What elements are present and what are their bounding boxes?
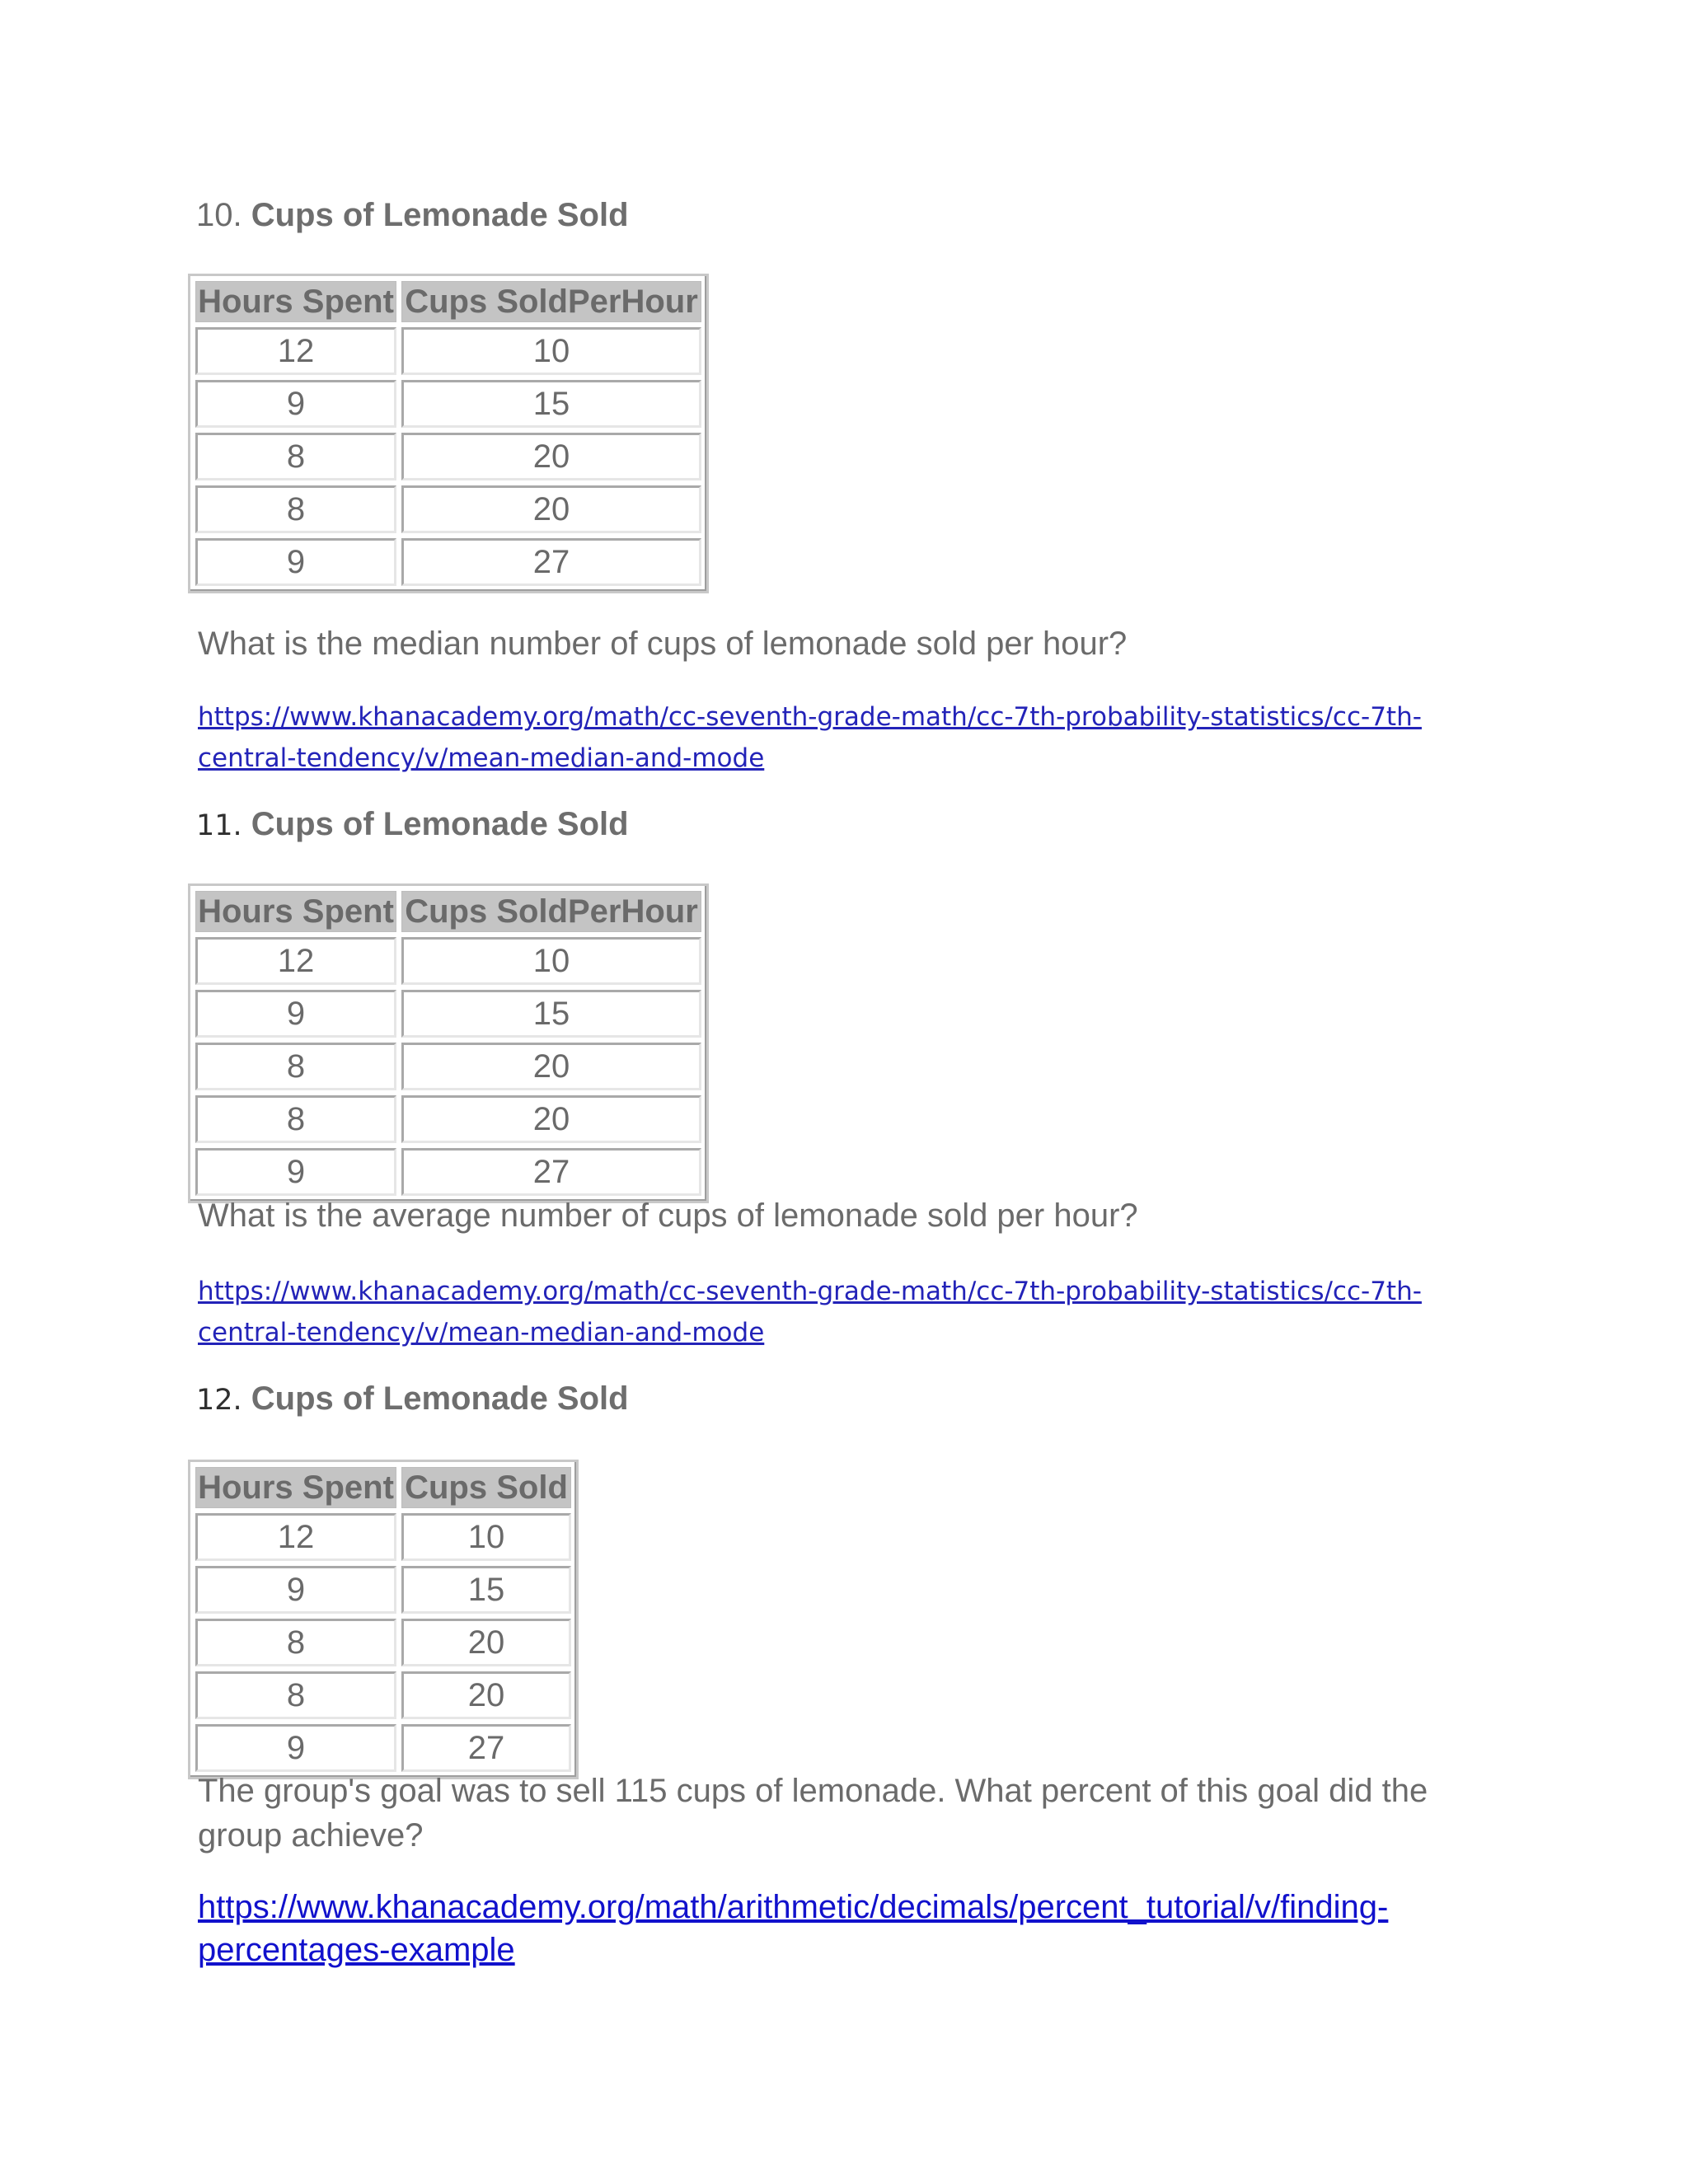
- link-line[interactable]: https://www.khanacademy.org/math/cc-seventh-grade-math/cc-7th-probability-statistics/cc-7th-: [198, 702, 1422, 732]
- cell-hours: 12: [195, 1513, 396, 1561]
- cell-hours: 9: [195, 990, 396, 1038]
- table-header-row: [195, 891, 701, 932]
- cell-hours: 9: [195, 380, 396, 428]
- cell-hours: 8: [195, 1095, 396, 1143]
- question-11: What is the average number of cups of lemonade sold per hour?: [198, 1197, 1138, 1234]
- cell-hours: 8: [195, 485, 396, 533]
- section-11-heading: [196, 804, 629, 846]
- table-row: [195, 327, 701, 375]
- cell-hours: 8: [195, 1619, 396, 1666]
- table-row: [195, 433, 701, 480]
- cell-cups: 15: [401, 1566, 571, 1614]
- cell-cups: 27: [401, 1148, 701, 1196]
- table-row: [195, 1043, 701, 1090]
- cell-cups: 15: [401, 990, 701, 1038]
- table-row: [195, 538, 701, 586]
- cell-cups: 20: [401, 1671, 571, 1719]
- question-line: group achieve?: [198, 1817, 424, 1854]
- header-hours-spent: Hours Spent: [195, 891, 396, 932]
- section-title: Cups of Lemonade Sold: [251, 1380, 629, 1417]
- cell-hours: 9: [195, 1566, 396, 1614]
- section-number: 11.: [196, 809, 242, 842]
- header-hours-spent: Hours Spent: [195, 281, 396, 322]
- header-cups-sold: Cups SoldPerHour: [401, 891, 701, 932]
- header-hours-spent: Hours Spent: [195, 1467, 396, 1508]
- table-row: [195, 937, 701, 985]
- resource-link-11[interactable]: [198, 1271, 1422, 1353]
- question-line: The group's goal was to sell 115 cups of lemonade. What percent of this goal did the: [198, 1773, 1428, 1809]
- section-title: Cups of Lemonade Sold: [251, 197, 629, 233]
- link-line[interactable]: central-tendency/v/mean-median-and-mode: [198, 743, 765, 773]
- table-row: [195, 1566, 571, 1614]
- header-cups-sold: Cups Sold: [401, 1467, 571, 1508]
- cell-hours: 8: [195, 433, 396, 480]
- link-line[interactable]: percentages-example: [198, 1932, 515, 1968]
- table-row: [195, 1671, 571, 1719]
- cell-cups: 10: [401, 327, 701, 375]
- resource-link-12[interactable]: [198, 1886, 1388, 1971]
- table-header-row: [195, 1467, 571, 1508]
- link-line[interactable]: https://www.khanacademy.org/math/cc-seventh-grade-math/cc-7th-probability-statistics/cc-7th-: [198, 1277, 1422, 1306]
- table-row: [195, 380, 701, 428]
- cell-cups: 20: [401, 1043, 701, 1090]
- resource-link-10[interactable]: [198, 696, 1422, 779]
- cell-cups: 27: [401, 538, 701, 586]
- cell-cups: 20: [401, 485, 701, 533]
- question-10: What is the median number of cups of lemonade sold per hour?: [198, 626, 1128, 662]
- cell-hours: 9: [195, 538, 396, 586]
- cell-hours: 8: [195, 1671, 396, 1719]
- cell-cups: 27: [401, 1724, 571, 1772]
- cell-hours: 9: [195, 1148, 396, 1196]
- section-10-heading: [196, 195, 629, 235]
- table-header-row: [195, 281, 701, 322]
- cell-hours: 9: [195, 1724, 396, 1772]
- question-12: [198, 1769, 1550, 1858]
- table-row: [195, 990, 701, 1038]
- table-row: [195, 1619, 571, 1666]
- section-number: 10.: [196, 197, 242, 233]
- cell-cups: 20: [401, 433, 701, 480]
- cell-cups: 15: [401, 380, 701, 428]
- table-row: [195, 1148, 701, 1196]
- cell-hours: 8: [195, 1043, 396, 1090]
- cell-cups: 10: [401, 1513, 571, 1561]
- cell-hours: 12: [195, 937, 396, 985]
- header-cups-sold: Cups SoldPerHour: [401, 281, 701, 322]
- table-row: [195, 1513, 571, 1561]
- link-line[interactable]: https://www.khanacademy.org/math/arithmetic/decimals/percent_tutorial/v/finding-: [198, 1889, 1389, 1925]
- section-title: Cups of Lemonade Sold: [251, 806, 629, 842]
- cell-cups: 10: [401, 937, 701, 985]
- lemonade-table-12: [188, 1460, 579, 1779]
- table-row: [195, 485, 701, 533]
- section-number: 12.: [196, 1384, 242, 1417]
- cell-cups: 20: [401, 1619, 571, 1666]
- lemonade-table-10: [188, 274, 709, 593]
- cell-cups: 20: [401, 1095, 701, 1143]
- section-12-heading: [196, 1379, 629, 1420]
- table-row: [195, 1724, 571, 1772]
- cell-hours: 12: [195, 327, 396, 375]
- lemonade-table-11: [188, 883, 709, 1203]
- table-row: [195, 1095, 701, 1143]
- link-line[interactable]: central-tendency/v/mean-median-and-mode: [198, 1318, 765, 1347]
